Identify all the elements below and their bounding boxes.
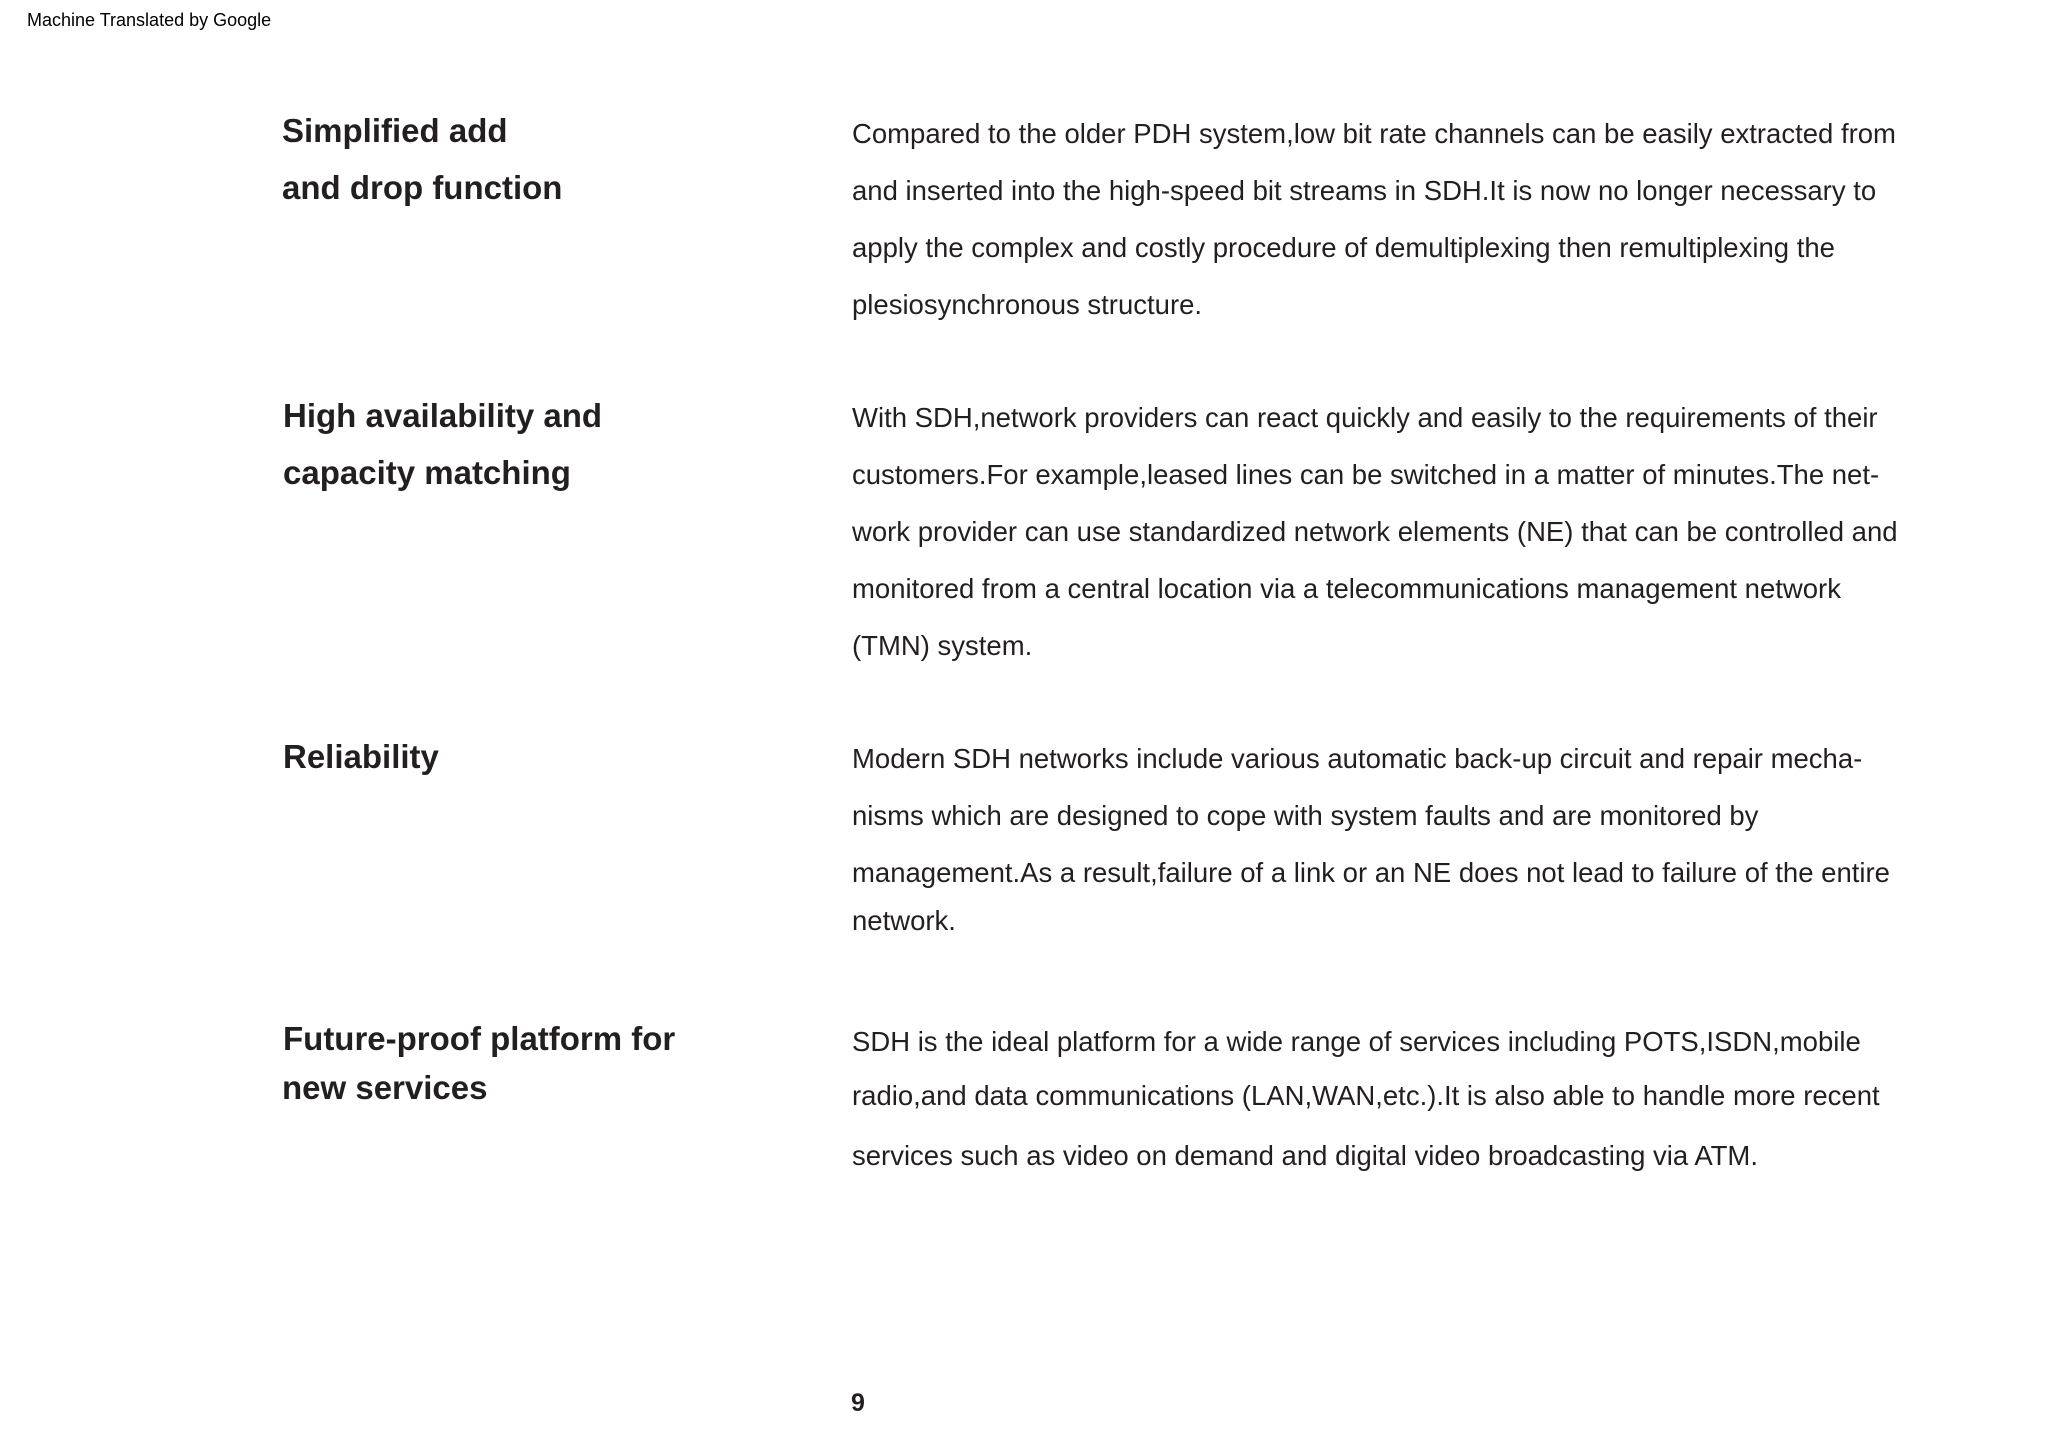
body-line: Modern SDH networks include various automatic back-up circuit and repair mecha- (852, 743, 1863, 774)
body-line: plesiosynchronous structure. (852, 289, 1203, 320)
body-line: customers.For example,leased lines can be switched in a matter of minutes.The net- (852, 459, 1880, 490)
heading-line: High availability and (283, 397, 603, 434)
body-line: network. (852, 905, 956, 936)
heading-line: and drop function (282, 169, 563, 206)
body-line: work provider can use standardized network elements (NE) that can be controlled and (852, 516, 1898, 547)
heading-line: Reliability (283, 738, 439, 775)
machine-translation-label: Machine Translated by Google (27, 10, 272, 30)
heading-line: Simplified add (282, 112, 508, 149)
heading-line: Future-proof platform for (283, 1020, 676, 1057)
heading-line: capacity matching (283, 454, 571, 491)
heading-line: new services (282, 1069, 488, 1106)
body-line: monitored from a central location via a telecommunications management network (852, 573, 1841, 604)
body-line: SDH is the ideal platform for a wide range of services including POTS,ISDN,mobile (852, 1026, 1861, 1057)
body-line: Compared to the older PDH system,low bit rate channels can be easily extracted from (852, 118, 1896, 149)
body-line: (TMN) system. (852, 630, 1033, 661)
body-line: apply the complex and costly procedure of demultiplexing then remultiplexing the (852, 232, 1835, 263)
body-line: nisms which are designed to cope with system faults and are monitored by (852, 800, 1759, 831)
page-number: 9 (851, 1389, 865, 1417)
body-line: With SDH,network providers can react quickly and easily to the requirements of their (852, 402, 1878, 433)
body-line: management.As a result,failure of a link or an NE does not lead to failure of the entire (852, 857, 1890, 888)
body-line: radio,and data communications (LAN,WAN,etc.).It is also able to handle more recent (852, 1080, 1880, 1111)
body-line: services such as video on demand and digital video broadcasting via ATM. (852, 1140, 1758, 1171)
body-line: and inserted into the high-speed bit streams in SDH.It is now no longer necessary to (852, 175, 1877, 206)
